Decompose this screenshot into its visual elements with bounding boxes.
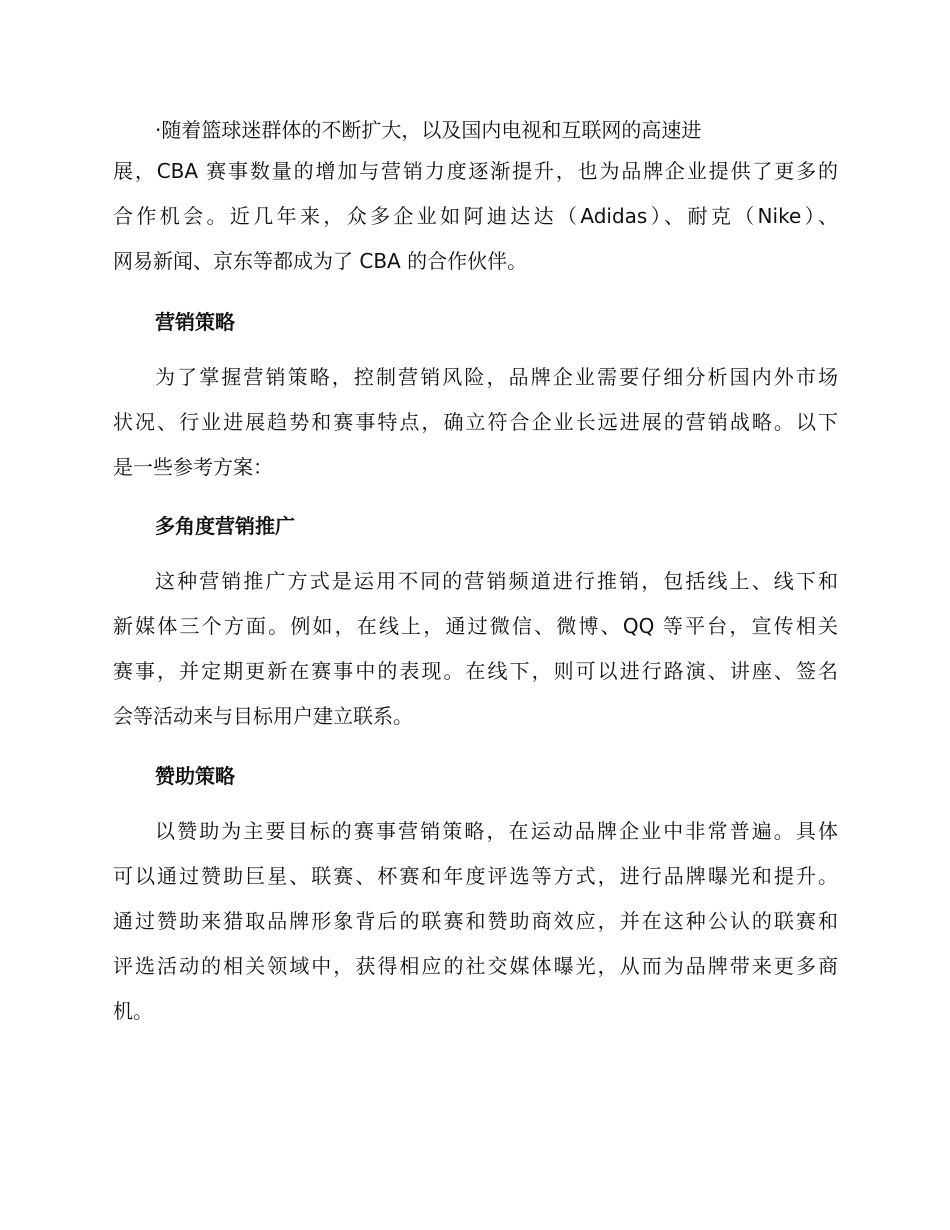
heading-multi-angle-promotion: 多角度营销推广 [155,514,295,538]
intro-line-4: 网易新闻、京东等都成为了 CBA 的合作伙伴。 [113,249,528,273]
heading-sponsorship-strategy: 赞助策略 [155,764,235,788]
multi-angle-line-2: 新媒体三个方面。例如，在线上，通过微信、微博、QQ 等平台，宣传相关 [113,614,838,638]
multi-angle-promotion-paragraph [113,559,838,739]
intro-first-line: ·随着篮球迷群体的不断扩大，以及国内电视和互联网的高速进 [155,118,702,142]
sponsorship-line-2: 可以通过赞助巨星、联赛、杯赛和年度评选等方式，进行品牌曝光和提升。 [113,864,838,888]
marketing-strategy-line-3: 是一些参考方案： [113,455,273,479]
multi-angle-line-1: 这种营销推广方式是运用不同的营销频道进行推销，包括线上、线下和 [155,569,838,593]
sponsorship-line-5: 机。 [113,999,153,1023]
intro-line-2: 展，CBA 赛事数量的增加与营销力度逐渐提升，也为品牌企业提供了更多的 [113,159,838,183]
marketing-strategy-paragraph [113,355,838,490]
intro-line-3: 合作机会。近几年来，众多企业如阿迪达达（Adidas）、耐克（Nike）、 [113,204,838,228]
multi-angle-line-3: 赛事，并定期更新在赛事中的表现。在线下，则可以进行路演、讲座、签名 [113,659,838,683]
sponsorship-strategy-paragraph [113,809,838,1034]
intro-paragraph [113,149,838,284]
sponsorship-line-3: 通过赞助来猎取品牌形象背后的联赛和赞助商效应，并在这种公认的联赛和 [113,909,838,933]
multi-angle-line-4: 会等活动来与目标用户建立联系。 [113,704,413,728]
sponsorship-line-1: 以赞助为主要目标的赛事营销策略，在运动品牌企业中非常普遍。具体 [155,819,838,843]
heading-marketing-strategy: 营销策略 [155,310,235,334]
marketing-strategy-line-2: 状况、行业进展趋势和赛事特点，确立符合企业长远进展的营销战略。以下 [113,410,838,434]
marketing-strategy-line-1: 为了掌握营销策略，控制营销风险，品牌企业需要仔细分析国内外市场 [155,365,838,389]
sponsorship-line-4: 评选活动的相关领域中，获得相应的社交媒体曝光，从而为品牌带来更多商 [113,954,838,978]
